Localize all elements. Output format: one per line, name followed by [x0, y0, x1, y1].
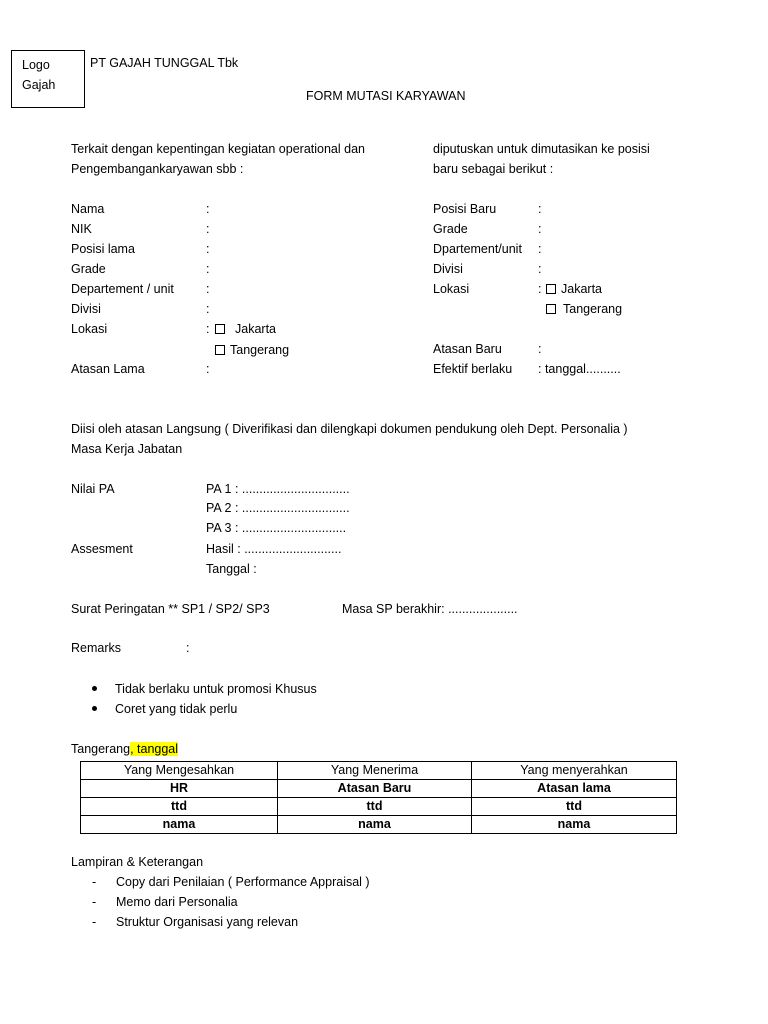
- field-label-departement: Departement / unit: [71, 282, 174, 296]
- table-cell: HR: [81, 780, 278, 798]
- field-label-grade: Grade: [71, 262, 106, 276]
- masa-kerja-jabatan: Masa Kerja Jabatan: [71, 442, 183, 456]
- field-sep: :: [538, 242, 542, 256]
- checkbox-jakarta[interactable]: [215, 324, 225, 334]
- location-label: Tangerang: [230, 343, 290, 357]
- checkbox-tangerang[interactable]: [546, 304, 556, 314]
- field-label-efektif-berlaku: Efektif berlaku: [433, 362, 513, 376]
- attachment-item: Copy dari Penilaian ( Performance Appraisal ): [116, 875, 370, 889]
- field-label-departement-baru: Dpartement/unit: [433, 242, 522, 256]
- attachment-item: Memo dari Personalia: [116, 895, 238, 909]
- intro-left-line2: Pengembangankaryawan sbb :: [71, 162, 244, 176]
- field-label-divisi: Divisi: [71, 302, 101, 316]
- table-header-cell: Yang menyerahkan: [472, 762, 677, 780]
- table-row: [81, 780, 677, 798]
- bullet-icon: [92, 706, 97, 711]
- surat-peringatan: Surat Peringatan ** SP1 / SP2/ SP3: [71, 602, 270, 616]
- note-text: Coret yang tidak perlu: [115, 702, 238, 716]
- form-title: FORM MUTASI KARYAWAN: [306, 89, 466, 103]
- table-cell: ttd: [472, 798, 677, 816]
- field-label-posisi-baru: Posisi Baru: [433, 202, 497, 216]
- checkbox-jakarta[interactable]: [546, 284, 556, 294]
- nilai-pa-label: Nilai PA: [71, 482, 115, 496]
- field-value-efektif-tanggal: : tanggal..........: [538, 362, 621, 376]
- table-cell: ttd: [81, 798, 278, 816]
- table-cell: nama: [81, 816, 278, 834]
- bullet-icon: [92, 686, 97, 691]
- field-sep: :: [206, 202, 210, 216]
- location-label: Jakarta: [235, 322, 276, 336]
- table-header-row: [81, 762, 677, 780]
- attachment-dash: -: [92, 915, 97, 929]
- table-row: [81, 798, 677, 816]
- field-label-lokasi: Lokasi: [71, 322, 108, 336]
- tanggal-field: Tanggal :: [206, 562, 257, 576]
- location-option-tangerang[interactable]: [214, 343, 289, 358]
- field-sep: :: [538, 282, 542, 296]
- field-sep: :: [206, 222, 210, 236]
- logo-placeholder: [11, 50, 85, 108]
- pa2-field: PA 2 : ...............................: [206, 501, 350, 515]
- attachment-item: Struktur Organisasi yang relevan: [116, 915, 299, 929]
- field-sep: :: [538, 262, 542, 276]
- field-label-lokasi-baru: Lokasi: [433, 282, 470, 296]
- signature-table: [80, 761, 677, 834]
- location-label: Jakarta: [561, 282, 602, 296]
- field-label-atasan-lama: Atasan Lama: [71, 362, 145, 376]
- assesment-label: Assesment: [71, 542, 133, 556]
- intro-right-line2: baru sebagai berikut :: [433, 162, 554, 176]
- table-cell: nama: [472, 816, 677, 834]
- table-cell: nama: [278, 816, 472, 834]
- field-label-nik: NIK: [71, 222, 92, 236]
- attachments-title: Lampiran & Keterangan: [71, 855, 204, 869]
- field-label-divisi-baru: Divisi: [433, 262, 463, 276]
- location-option-jakarta[interactable]: [214, 322, 276, 337]
- field-label-atasan-baru: Atasan Baru: [433, 342, 502, 356]
- table-cell: Atasan Baru: [278, 780, 472, 798]
- intro-left-line1: Terkait dengan kepentingan kegiatan operational dan: [71, 142, 365, 156]
- field-sep: :: [538, 222, 542, 236]
- table-cell: Atasan lama: [472, 780, 677, 798]
- remarks-sep: :: [186, 641, 190, 655]
- attachment-dash: -: [92, 895, 97, 909]
- remarks-label: Remarks: [71, 641, 122, 655]
- new-location-option-jakarta[interactable]: [545, 282, 602, 297]
- note-item: [92, 682, 317, 697]
- table-row: [81, 816, 677, 834]
- date-placeholder-highlight: , tanggal: [130, 742, 179, 756]
- field-label-nama: Nama: [71, 202, 105, 216]
- field-sep: :: [538, 202, 542, 216]
- masa-sp-berakhir: Masa SP berakhir: ....................: [342, 602, 518, 616]
- place-text: Tangerang: [71, 742, 131, 756]
- pa1-field: PA 1 : ...............................: [206, 482, 350, 496]
- field-sep: :: [206, 322, 210, 336]
- company-name: PT GAJAH TUNGGAL Tbk: [90, 56, 239, 70]
- field-sep: :: [206, 262, 210, 276]
- note-item: [92, 702, 237, 717]
- field-label-posisi-lama: Posisi lama: [71, 242, 135, 256]
- pa3-field: PA 3 : ..............................: [206, 521, 347, 535]
- table-cell: ttd: [278, 798, 472, 816]
- field-sep: :: [206, 362, 210, 376]
- field-sep: :: [538, 342, 542, 356]
- new-location-option-tangerang[interactable]: [545, 302, 622, 317]
- supervisor-note: Diisi oleh atasan Langsung ( Diverifikasi dan dilengkapi dokumen pendukung oleh Dept. Personalia ): [71, 422, 628, 436]
- checkbox-tangerang[interactable]: [215, 345, 225, 355]
- field-sep: :: [206, 302, 210, 316]
- location-label: Tangerang: [563, 302, 623, 316]
- field-label-grade-baru: Grade: [433, 222, 468, 236]
- logo-text-line1: Logo: [22, 58, 50, 72]
- intro-right-line1: diputuskan untuk dimutasikan ke posisi: [433, 142, 650, 156]
- field-sep: :: [206, 242, 210, 256]
- table-header-cell: Yang Mengesahkan: [81, 762, 278, 780]
- signature-place-date: [71, 742, 178, 757]
- note-text: Tidak berlaku untuk promosi Khusus: [115, 682, 317, 696]
- attachment-dash: -: [92, 875, 97, 889]
- field-sep: :: [206, 282, 210, 296]
- logo-text-line2: Gajah: [22, 78, 56, 92]
- table-header-cell: Yang Menerima: [278, 762, 472, 780]
- hasil-field: Hasil : ............................: [206, 542, 342, 556]
